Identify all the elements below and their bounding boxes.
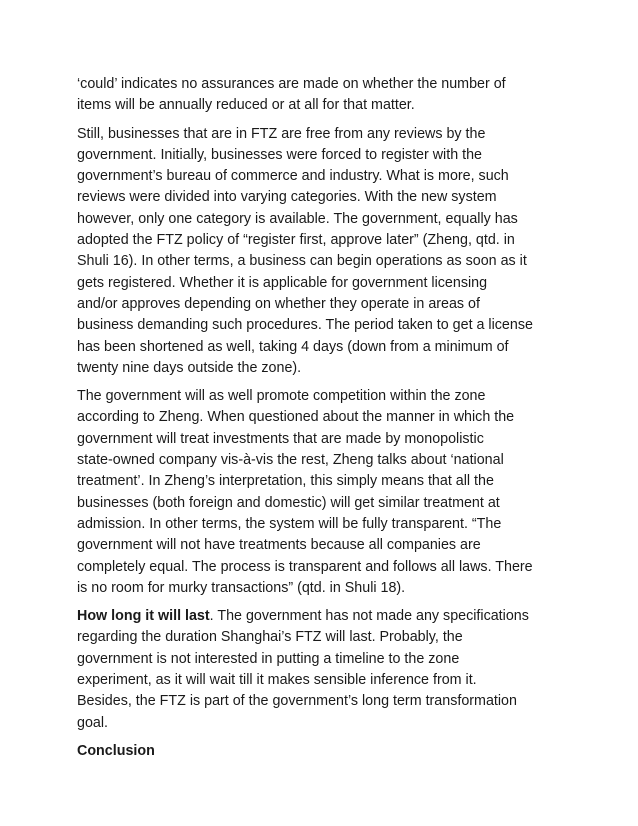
text-line: items will be annually reduced or at all for that matter. [77, 97, 415, 114]
text-line: experiment, as it will wait till it makes sensible inference from it. [77, 672, 477, 689]
text-line: goal. [77, 714, 109, 731]
text-line: regarding the duration Shanghai’s FTZ will last. Probably, the [77, 629, 463, 646]
section-heading-conclusion [77, 741, 572, 762]
text-line: gets registered. Whether it is applicable for government licensing [77, 274, 488, 291]
text-line: government’s bureau of commerce and industry. What is more, such [77, 168, 509, 185]
text-line: government will not have treatments because all companies are [77, 537, 481, 554]
text-line: reviews were divided into varying categories. With the new system [77, 189, 497, 206]
paragraph-competition [77, 386, 572, 599]
text-line: government will treat investments that are made by monopolistic [77, 430, 484, 447]
text-line: has been shortened as well, taking 4 days (down from a minimum of [77, 338, 509, 355]
text-line [77, 606, 572, 627]
inline-heading: How long it will last [77, 608, 210, 625]
text-line: Still, businesses that are in FTZ are free from any reviews by the [77, 125, 486, 142]
text-line: is no room for murky transactions” (qtd. in Shuli 18). [77, 579, 406, 596]
text-line: government. Initially, businesses were forced to register with the [77, 146, 483, 163]
text-line: government is not interested in putting a timeline to the zone [77, 650, 460, 667]
text-line: however, only one category is available. The government, equally has [77, 210, 518, 227]
text-line: Besides, the FTZ is part of the government’s long term transformation [77, 693, 517, 710]
text-line: treatment’. In Zheng’s interpretation, this simply means that all the [77, 473, 494, 490]
text-line: adopted the FTZ policy of “register first, approve later” (Zheng, qtd. in [77, 232, 515, 249]
text-line: state-owned company vis-à-vis the rest, Zheng talks about ‘national [77, 452, 504, 469]
paragraph-could-continuation [77, 74, 572, 117]
text-line: completely equal. The process is transparent and follows all laws. There [77, 558, 533, 575]
text-line: businesses (both foreign and domestic) will get similar treatment at [77, 494, 500, 511]
text-line: The government will as well promote competition within the zone [77, 388, 486, 405]
paragraph-how-long [77, 606, 572, 734]
text-line: admission. In other terms, the system will be fully transparent. “The [77, 515, 502, 532]
text-line: and/or approves depending on whether they operate in areas of [77, 295, 480, 312]
text-line: according to Zheng. When questioned about the manner in which the [77, 409, 515, 426]
document-body [77, 74, 572, 769]
heading-text: Conclusion [77, 742, 155, 759]
text-line: business demanding such procedures. The period taken to get a license [77, 317, 533, 334]
text-run: . The government has not made any specifications [209, 608, 529, 625]
text-line: Shuli 16). In other terms, a business can begin operations as soon as it [77, 253, 527, 270]
paragraph-ftz-reviews [77, 124, 572, 380]
text-line: twenty nine days outside the zone). [77, 359, 302, 376]
text-line: ‘could’ indicates no assurances are made on whether the number of [77, 76, 506, 92]
